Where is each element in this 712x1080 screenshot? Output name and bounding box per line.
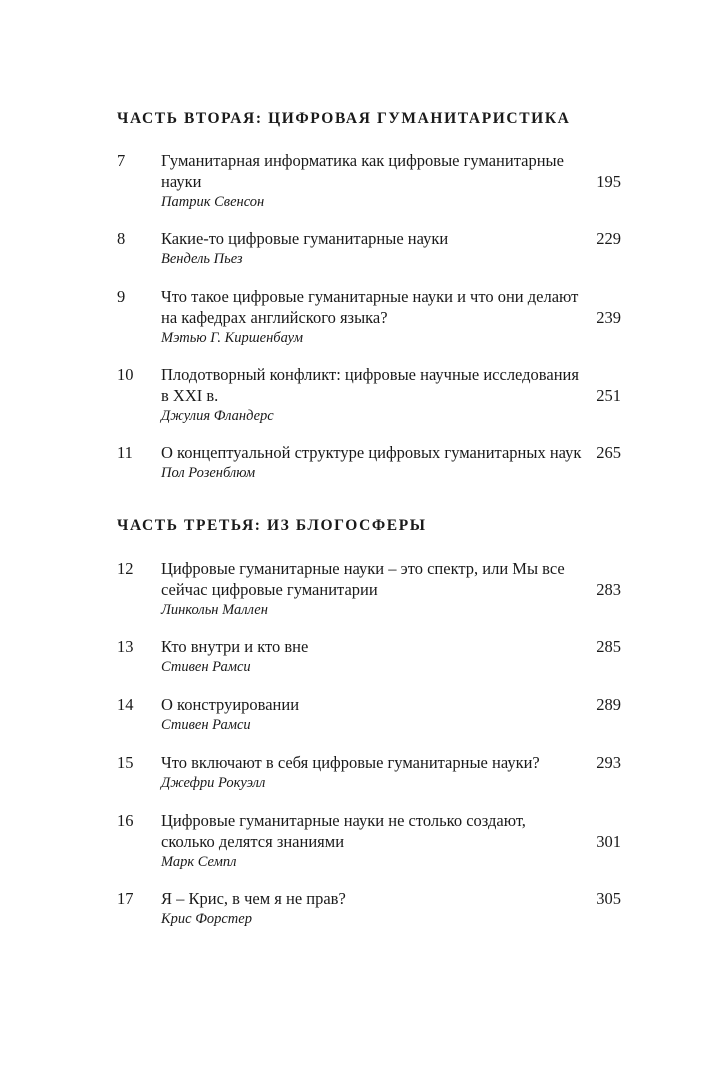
chapter-author: Джефри Рокуэлл: [161, 775, 266, 791]
toc-entry: [117, 752, 621, 812]
chapter-title-block: [161, 228, 581, 269]
chapter-title-block: [161, 364, 581, 426]
chapter-author: Мэтью Г. Киршенбаум: [161, 330, 303, 346]
toc-entry: [117, 364, 621, 424]
page-number: 283: [596, 580, 621, 599]
chapter-number: 14: [117, 695, 134, 714]
chapter-number: 15: [117, 753, 134, 772]
chapter-title-block: [161, 810, 581, 872]
chapter-number: 16: [117, 811, 134, 830]
chapter-number: 8: [117, 229, 126, 248]
chapter-title-block: [161, 150, 581, 212]
toc-entry: [117, 150, 621, 210]
toc-entry: [117, 888, 621, 948]
page-number: 285: [596, 637, 621, 656]
page-number: 195: [596, 172, 621, 191]
toc-entry: [117, 442, 621, 502]
chapter-title-block: [161, 752, 581, 793]
chapter-author: Пол Розенблюм: [161, 465, 256, 481]
chapter-title-block: [161, 694, 581, 735]
chapter-title: Плодотворный конфликт: цифровые научные исследования в XXI в.: [161, 365, 579, 405]
chapter-number: 17: [117, 889, 134, 908]
chapter-title-block: [161, 286, 581, 348]
toc-entry: [117, 636, 621, 696]
chapter-title: Кто внутри и кто вне: [161, 637, 309, 656]
chapter-author: Вендель Пьез: [161, 251, 243, 267]
chapter-author: Марк Семпл: [161, 854, 237, 870]
page-number: 251: [596, 386, 621, 405]
chapter-number: 13: [117, 637, 134, 656]
page-number: 265: [596, 443, 621, 462]
chapter-number: 11: [117, 443, 133, 462]
chapter-title: Какие-то цифровые гуманитарные науки: [161, 229, 449, 248]
toc-entry: [117, 810, 621, 870]
page-number: 301: [596, 832, 621, 851]
page-number: 289: [596, 695, 621, 714]
chapter-title: Я – Крис, в чем я не прав?: [161, 889, 346, 908]
toc-entry: [117, 694, 621, 754]
chapter-author: Джулия Фландерс: [161, 408, 274, 424]
chapter-author: Стивен Рамси: [161, 717, 251, 733]
chapter-title-block: [161, 558, 581, 620]
chapter-author: Патрик Свенсон: [161, 194, 265, 210]
part-heading: ЧАСТЬ ТРЕТЬЯ: ИЗ БЛОГОСФЕРЫ: [117, 517, 427, 534]
toc-entry: [117, 228, 621, 288]
chapter-author: Стивен Рамси: [161, 659, 251, 675]
chapter-title: Гуманитарная информатика как цифровые гуманитарные науки: [161, 151, 564, 191]
chapter-author: Линкольн Маллен: [161, 602, 268, 618]
chapter-number: 12: [117, 559, 134, 578]
chapter-title: О конструировании: [161, 695, 300, 714]
toc-entry: [117, 558, 621, 618]
chapter-title: Что такое цифровые гуманитарные науки и что они делают на кафедрах английского языка?: [161, 287, 579, 327]
toc-entry: [117, 286, 621, 346]
chapter-title: О концептуальной структуре цифровых гуманитарных наук: [161, 443, 582, 462]
chapter-number: 10: [117, 365, 134, 384]
page-number: 229: [596, 229, 621, 248]
chapter-title-block: [161, 636, 581, 677]
part-heading: ЧАСТЬ ВТОРАЯ: ЦИФРОВАЯ ГУМАНИТАРИСТИКА: [117, 110, 571, 127]
chapter-title: Цифровые гуманитарные науки – это спектр, или Мы все сейчас цифровые гуманитарии: [161, 559, 565, 599]
chapter-title: Цифровые гуманитарные науки не столько создают, сколько делятся знаниями: [161, 811, 526, 851]
page-number: 305: [596, 889, 621, 908]
page-number: 239: [596, 308, 621, 327]
chapter-number: 7: [117, 151, 126, 170]
chapter-title-block: [161, 888, 581, 929]
page-number: 293: [596, 753, 621, 772]
chapter-title-block: [161, 442, 601, 483]
chapter-number: 9: [117, 287, 126, 306]
chapter-title: Что включают в себя цифровые гуманитарные науки?: [161, 753, 540, 772]
chapter-author: Крис Форстер: [161, 911, 252, 927]
